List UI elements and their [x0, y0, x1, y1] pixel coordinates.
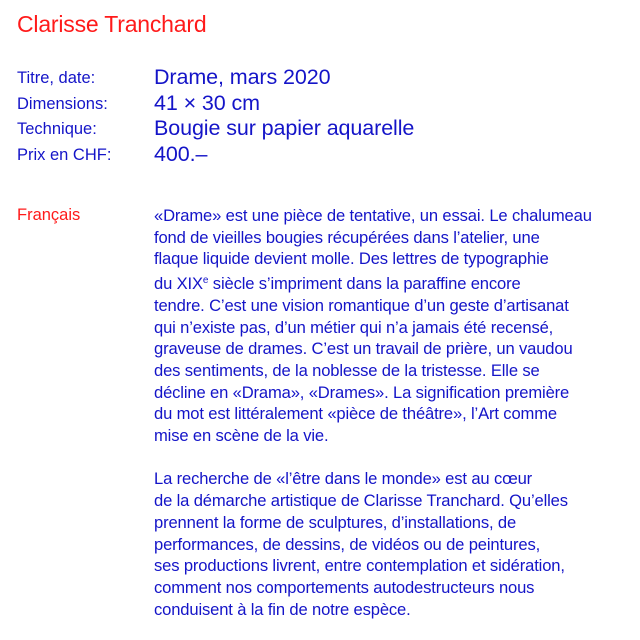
text-line: des sentiments, de la noblesse de la tristesse. Elle se	[154, 360, 540, 380]
text-line: tendre. C’est une vision romantique d’un geste d’artisanat	[154, 295, 569, 315]
text-line: du mot est littéralement «pièce de théâtre», l’Art comme	[154, 404, 557, 424]
detail-label: Prix en CHF:	[17, 146, 112, 165]
language-label: Français	[17, 206, 81, 224]
detail-value: 41 × 30 cm	[154, 90, 260, 115]
detail-value: Bougie sur papier aquarelle	[154, 116, 415, 141]
text-line: qui n’existe pas, d’un métier qui n’a jamais été recensé,	[154, 317, 554, 337]
detail-value: Drame, mars 2020	[154, 65, 331, 89]
superscript: e	[202, 275, 209, 287]
paragraph-2	[154, 468, 592, 620]
text-line: prennent la forme de sculptures, d’installations, de	[154, 512, 517, 532]
text-line: conduisent à la fin de notre espèce.	[154, 599, 411, 619]
text-line	[154, 270, 592, 295]
text-line: ses productions livrent, entre contemplation et sidération,	[154, 556, 565, 576]
text-line: La recherche de «l’être dans le monde» est au cœur	[154, 469, 533, 489]
text-line: de la démarche artistique de Clarisse Tranchard. Qu’elles	[154, 491, 568, 511]
artist-name: Clarisse Tranchard	[17, 11, 207, 37]
text-segment: du XIX	[154, 274, 203, 294]
text-line: «Drame» est une pièce de tentative, un essai. Le chalumeau	[154, 206, 592, 225]
text-line: comment nos comportements autodestructeurs nous	[154, 577, 535, 597]
detail-label: Titre, date:	[17, 69, 96, 87]
text-line: flaque liquide devient molle. Des lettres de typographie	[154, 249, 549, 269]
text-line: performances, de dessins, de vidéos ou de peintures,	[154, 534, 541, 554]
paragraph-1	[154, 205, 592, 447]
text-line: mise en scène de la vie.	[154, 426, 329, 446]
detail-label: Technique:	[17, 120, 97, 139]
text-line: graveuse de drames. C’est un travail de prière, un vaudou	[154, 339, 573, 359]
detail-label: Dimensions:	[17, 94, 108, 113]
description	[154, 205, 592, 620]
text-segment: siècle s’impriment dans la paraffine encore	[208, 274, 521, 294]
detail-value: 400.–	[154, 142, 208, 167]
text-line: fond de vieilles bougies récupérées dans l’atelier, une	[154, 227, 540, 247]
text-line: décline en «Drama», «Drames». La signification première	[154, 382, 570, 402]
